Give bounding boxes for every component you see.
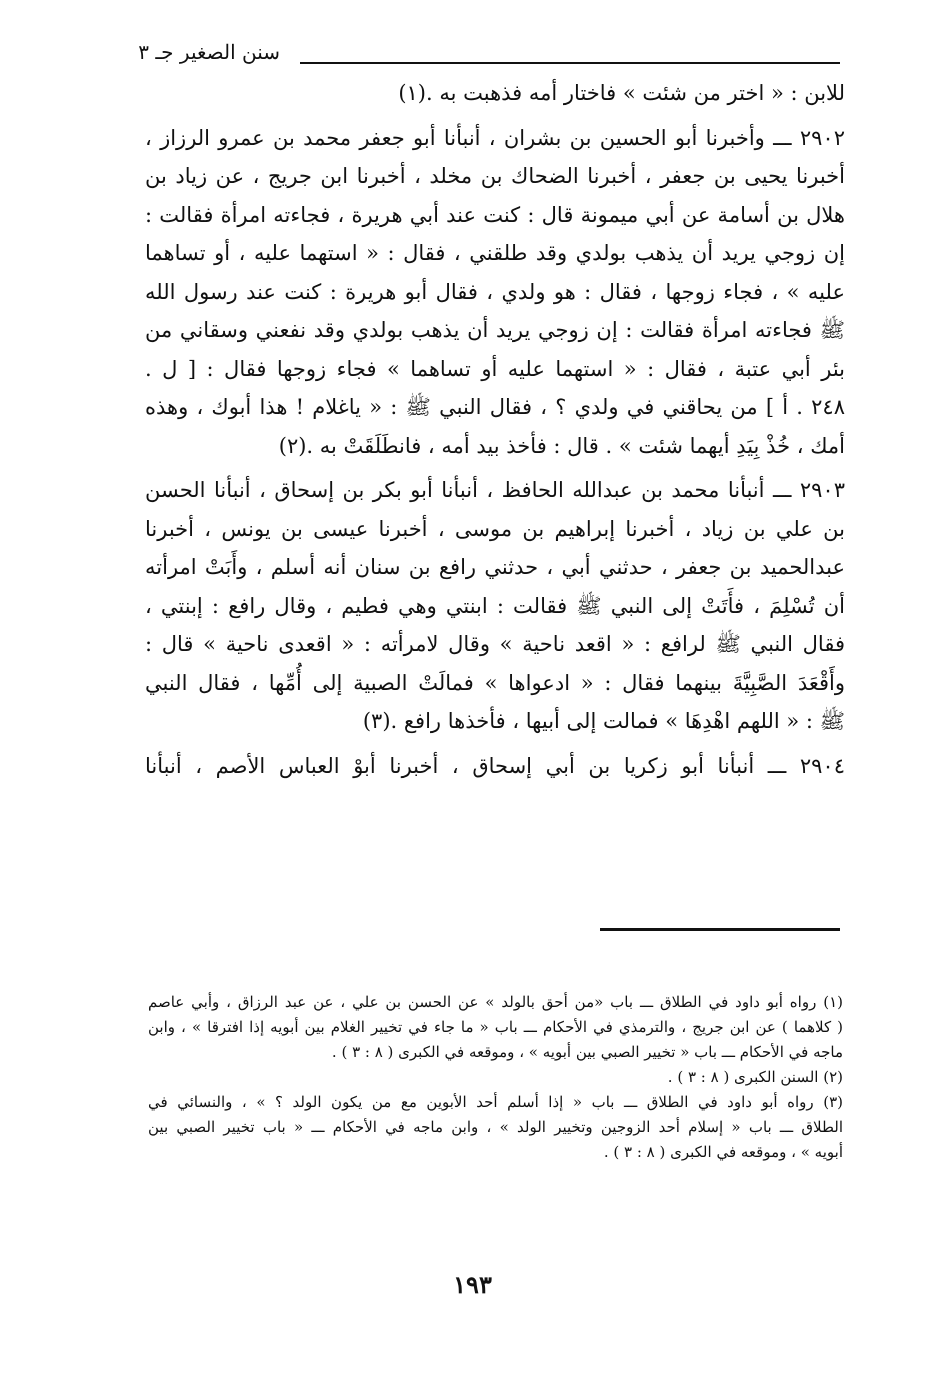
text-line: عليه » ، فجاء زوجها ، فقال : هو ولدي ، فقال أبو هريرة : كنت عند رسول الله — [145, 279, 845, 304]
footnote-line: أبويه » ، وموقعه في الكبرى ( ٨ : ٣ ) . — [603, 1143, 843, 1161]
text-line: أخبرنا يحيى بن جعفر ، أخبرنا الضحاك بن مخلد ، أخبرنا ابن جريج ، عن زياد بن — [145, 164, 845, 188]
text-line: هلال بن أسامة عن أبي ميمونة قال : كنت عند أبي هريرة ، فجاءته امرأة فقالت : — [145, 202, 845, 227]
footnote-line: (١) رواه أبو داود في الطلاق ـــ باب «من أحق بالولد » عن الحسن بن علي ، عن عبد الرزاق ، وأبي عاصم — [148, 993, 843, 1011]
text-line: بئر أبي عتبة ، فقال : « استهما عليه أو تساهما » فجاء زوجها فقال : [ ل . — [145, 356, 845, 381]
text-line: فقال النبي ﷺ لرافع : « اقعد ناحية » وقال لامرأته : « اقعدى ناحية » قال : — [145, 632, 845, 656]
text-line: ٢٩٠٢ ـــ وأخبرنا أبو الحسين بن بشران ، أنبأنا أبو جعفر محمد بن عمرو الرزاز ، — [145, 125, 845, 150]
header-title: سنن الصغير جـ ٣ — [138, 40, 280, 64]
footnotes — [148, 990, 843, 1165]
footnote-separator — [600, 928, 840, 931]
footnote-line: (٣) رواه أبو داود في الطلاق ـــ باب « إذا أسلم أحد الأبوين مع من يكون الولد ؟ » ، والنسائي في — [148, 1093, 843, 1111]
text-line: ﷺ : « اللهم اهْدِهَا » فمالت إلى أبيها ، فأخذها رافع .(٣) — [362, 709, 845, 733]
footnote-line: (٢) السنن الكبرى ( ٨ : ٣ ) . — [667, 1068, 843, 1086]
text-line: ٢٩٠٣ ـــ أنبأنا محمد بن عبدالله الحافظ ، أنبأنا أبو بكر بن إسحاق ، أنبأنا الحسن — [145, 478, 845, 502]
text-line: عبدالحميد بن جعفر ، حدثني أبي ، حدثني رافع بن سنان أنه أسلم ، وأَبَتْ امرأته — [145, 555, 845, 579]
hadith-2903 — [145, 471, 845, 741]
header-rule — [300, 62, 840, 64]
text-line: ٢٤٨ . أ ] من يحاقني في ولدي ؟ ، فقال النبي ﷺ : « ياغلام ! هذا أبوك ، وهذه — [145, 395, 845, 419]
hadith-2902 — [145, 119, 845, 466]
main-text — [145, 74, 845, 791]
opening-line: للابن : « اختر من شئت » فاختار أمه فذهبت به .(١) — [398, 81, 845, 105]
text-line: أمك ، خُذْ بِيَدِ أيهما شئت » . قال : فأخذ بيد أمه ، فانطَلَقَتْ به .(٢) — [278, 433, 845, 458]
hadith-2904 — [145, 747, 845, 786]
text-line: بن علي بن زياد ، أخبرنا إبراهيم بن موسى ، أخبرنا عيسى بن يونس ، أخبرنا — [145, 516, 845, 541]
footnote-line: الطلاق ـــ باب « إسلام أحد الزوجين وتخيير الولد » ، وابن ماجه في الأحكام ـــ « باب تخيير الصبي بين — [148, 1118, 843, 1136]
text-line: إن زوجي يريد أن يذهب بولدي وقد طلقني ، فقال : « استهما عليه ، أو تساهما — [145, 241, 845, 265]
text-line: ٢٩٠٤ ـــ أنبأنا أبو زكريا بن أبي إسحاق ، أخبرنا أبوْ العباس الأصم ، أنبأنا — [145, 753, 845, 778]
page-number: ١٩٣ — [453, 1270, 492, 1299]
text-line: وأَقْعَدَ الصَّبِيَّةَ بينهما فقال : « ادعواها » فمالَتْ الصبية إلى أُمِّها ، فقال النبي — [145, 670, 845, 695]
footnote-line: ( كلاهما ) عن ابن جريج ، والترمذي في الأحكام ـــ باب « ما جاء في تخيير الغلام بين أبويه إذا افترقا » ، وابن — [148, 1018, 843, 1036]
footnote-line: ماجه في الأحكام ـــ باب « تخيير الصبي بين أبويه » ، وموقعه في الكبرى ( ٨ : ٣ ) . — [331, 1043, 843, 1061]
text-line: أن تُسْلِمَ ، فأَتَتْ إلى النبي ﷺ فقالت : ابنتي وهي فطيم ، وقال رافع : إبنتي ، — [145, 593, 845, 618]
text-line: ﷺ فجاءته امرأة فقالت : إن زوجي يريد أن يذهب بولدي وقد نفعني وسقاني من — [145, 318, 845, 342]
